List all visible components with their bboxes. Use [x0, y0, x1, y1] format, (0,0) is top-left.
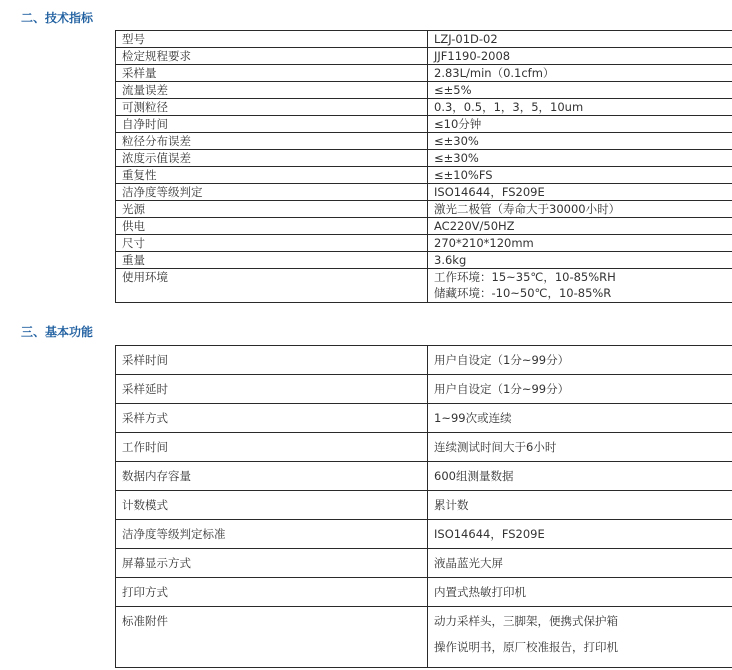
- function-value: 连续测试时间大于6小时: [428, 433, 732, 462]
- function-label: 采样延时: [116, 375, 428, 404]
- function-label: 标准附件: [116, 607, 428, 668]
- function-value: 液晶蓝光大屏: [428, 549, 732, 578]
- table-row: [116, 150, 732, 167]
- table-row: [116, 201, 732, 218]
- spec-value: ≤±10%FS: [428, 167, 732, 184]
- specs-table: [115, 30, 732, 303]
- spec-label: 可测粒径: [116, 99, 428, 116]
- function-label: 打印方式: [116, 578, 428, 607]
- table-row: [116, 31, 732, 48]
- spec-value: 3.6kg: [428, 252, 732, 269]
- table-row: [116, 82, 732, 99]
- table-row: [116, 167, 732, 184]
- spec-value: [428, 269, 732, 303]
- spec-label: 光源: [116, 201, 428, 218]
- spec-label: 重量: [116, 252, 428, 269]
- function-value: 累计数: [428, 491, 732, 520]
- function-value: [428, 607, 732, 668]
- table-row: [116, 491, 732, 520]
- table-row: [116, 607, 732, 668]
- spec-label: 自净时间: [116, 116, 428, 133]
- table-row: [116, 520, 732, 549]
- table-row: [116, 133, 732, 150]
- function-label: 洁净度等级判定标准: [116, 520, 428, 549]
- spec-label: 采样量: [116, 65, 428, 82]
- spec-value: LZJ-01D-02: [428, 31, 732, 48]
- table-row: [116, 375, 732, 404]
- function-value: 1~99次或连续: [428, 404, 732, 433]
- table-row: [116, 269, 732, 303]
- function-value: 用户自设定（1分~99分）: [428, 375, 732, 404]
- function-label: 屏幕显示方式: [116, 549, 428, 578]
- table-row: [116, 346, 732, 375]
- section-title-functions: 三、基本功能: [21, 325, 94, 339]
- table-row: [116, 578, 732, 607]
- working-env-text: 工作环境：15~35℃，10-85%RH: [434, 270, 616, 284]
- spec-value: 0.3，0.5，1，3，5，10um: [428, 99, 732, 116]
- spec-label: 粒径分布误差: [116, 133, 428, 150]
- spec-value: ≤10分钟: [428, 116, 732, 133]
- spec-value: 2.83L/min（0.1cfm）: [428, 65, 732, 82]
- spec-label: 型号: [116, 31, 428, 48]
- table-row: [116, 252, 732, 269]
- function-label: 采样时间: [116, 346, 428, 375]
- function-label: 采样方式: [116, 404, 428, 433]
- function-value: 用户自设定（1分~99分）: [428, 346, 732, 375]
- spec-value: 激光二极管（寿命大于30000小时）: [428, 201, 732, 218]
- table-row: [116, 65, 732, 82]
- table-row: [116, 116, 732, 133]
- spec-label: 流量误差: [116, 82, 428, 99]
- table-row: [116, 48, 732, 65]
- accessories-line-1: 动力采样头，三脚架，便携式保护箱: [434, 614, 618, 628]
- spec-label: 重复性: [116, 167, 428, 184]
- spec-label: 检定规程要求: [116, 48, 428, 65]
- function-label: 工作时间: [116, 433, 428, 462]
- spec-value: JJF1190-2008: [428, 48, 732, 65]
- spec-value: 270*210*120mm: [428, 235, 732, 252]
- spec-label: 使用环境: [116, 269, 428, 303]
- spec-value: ≤±5%: [428, 82, 732, 99]
- table-row: [116, 218, 732, 235]
- storage-env-text: 储藏环境：-10~50℃，10-85%R: [434, 286, 612, 300]
- accessories-line-2: 操作说明书，原厂校准报告，打印机: [434, 640, 618, 654]
- function-label: 数据内存容量: [116, 462, 428, 491]
- spec-label: 供电: [116, 218, 428, 235]
- spec-value: ≤±30%: [428, 133, 732, 150]
- function-value: ISO14644，FS209E: [428, 520, 732, 549]
- table-row: [116, 462, 732, 491]
- table-row: [116, 404, 732, 433]
- table-row: [116, 549, 732, 578]
- function-label: 计数模式: [116, 491, 428, 520]
- functions-table: [115, 345, 732, 668]
- table-row: [116, 99, 732, 116]
- function-value: 内置式热敏打印机: [428, 578, 732, 607]
- section-title-specs: 二、技术指标: [21, 11, 94, 25]
- spec-value: ≤±30%: [428, 150, 732, 167]
- function-value: 600组测量数据: [428, 462, 732, 491]
- table-row: [116, 184, 732, 201]
- spec-value: AC220V/50HZ: [428, 218, 732, 235]
- table-row: [116, 433, 732, 462]
- table-row: [116, 235, 732, 252]
- spec-label: 尺寸: [116, 235, 428, 252]
- spec-label: 洁净度等级判定: [116, 184, 428, 201]
- spec-label: 浓度示值误差: [116, 150, 428, 167]
- spec-value: ISO14644，FS209E: [428, 184, 732, 201]
